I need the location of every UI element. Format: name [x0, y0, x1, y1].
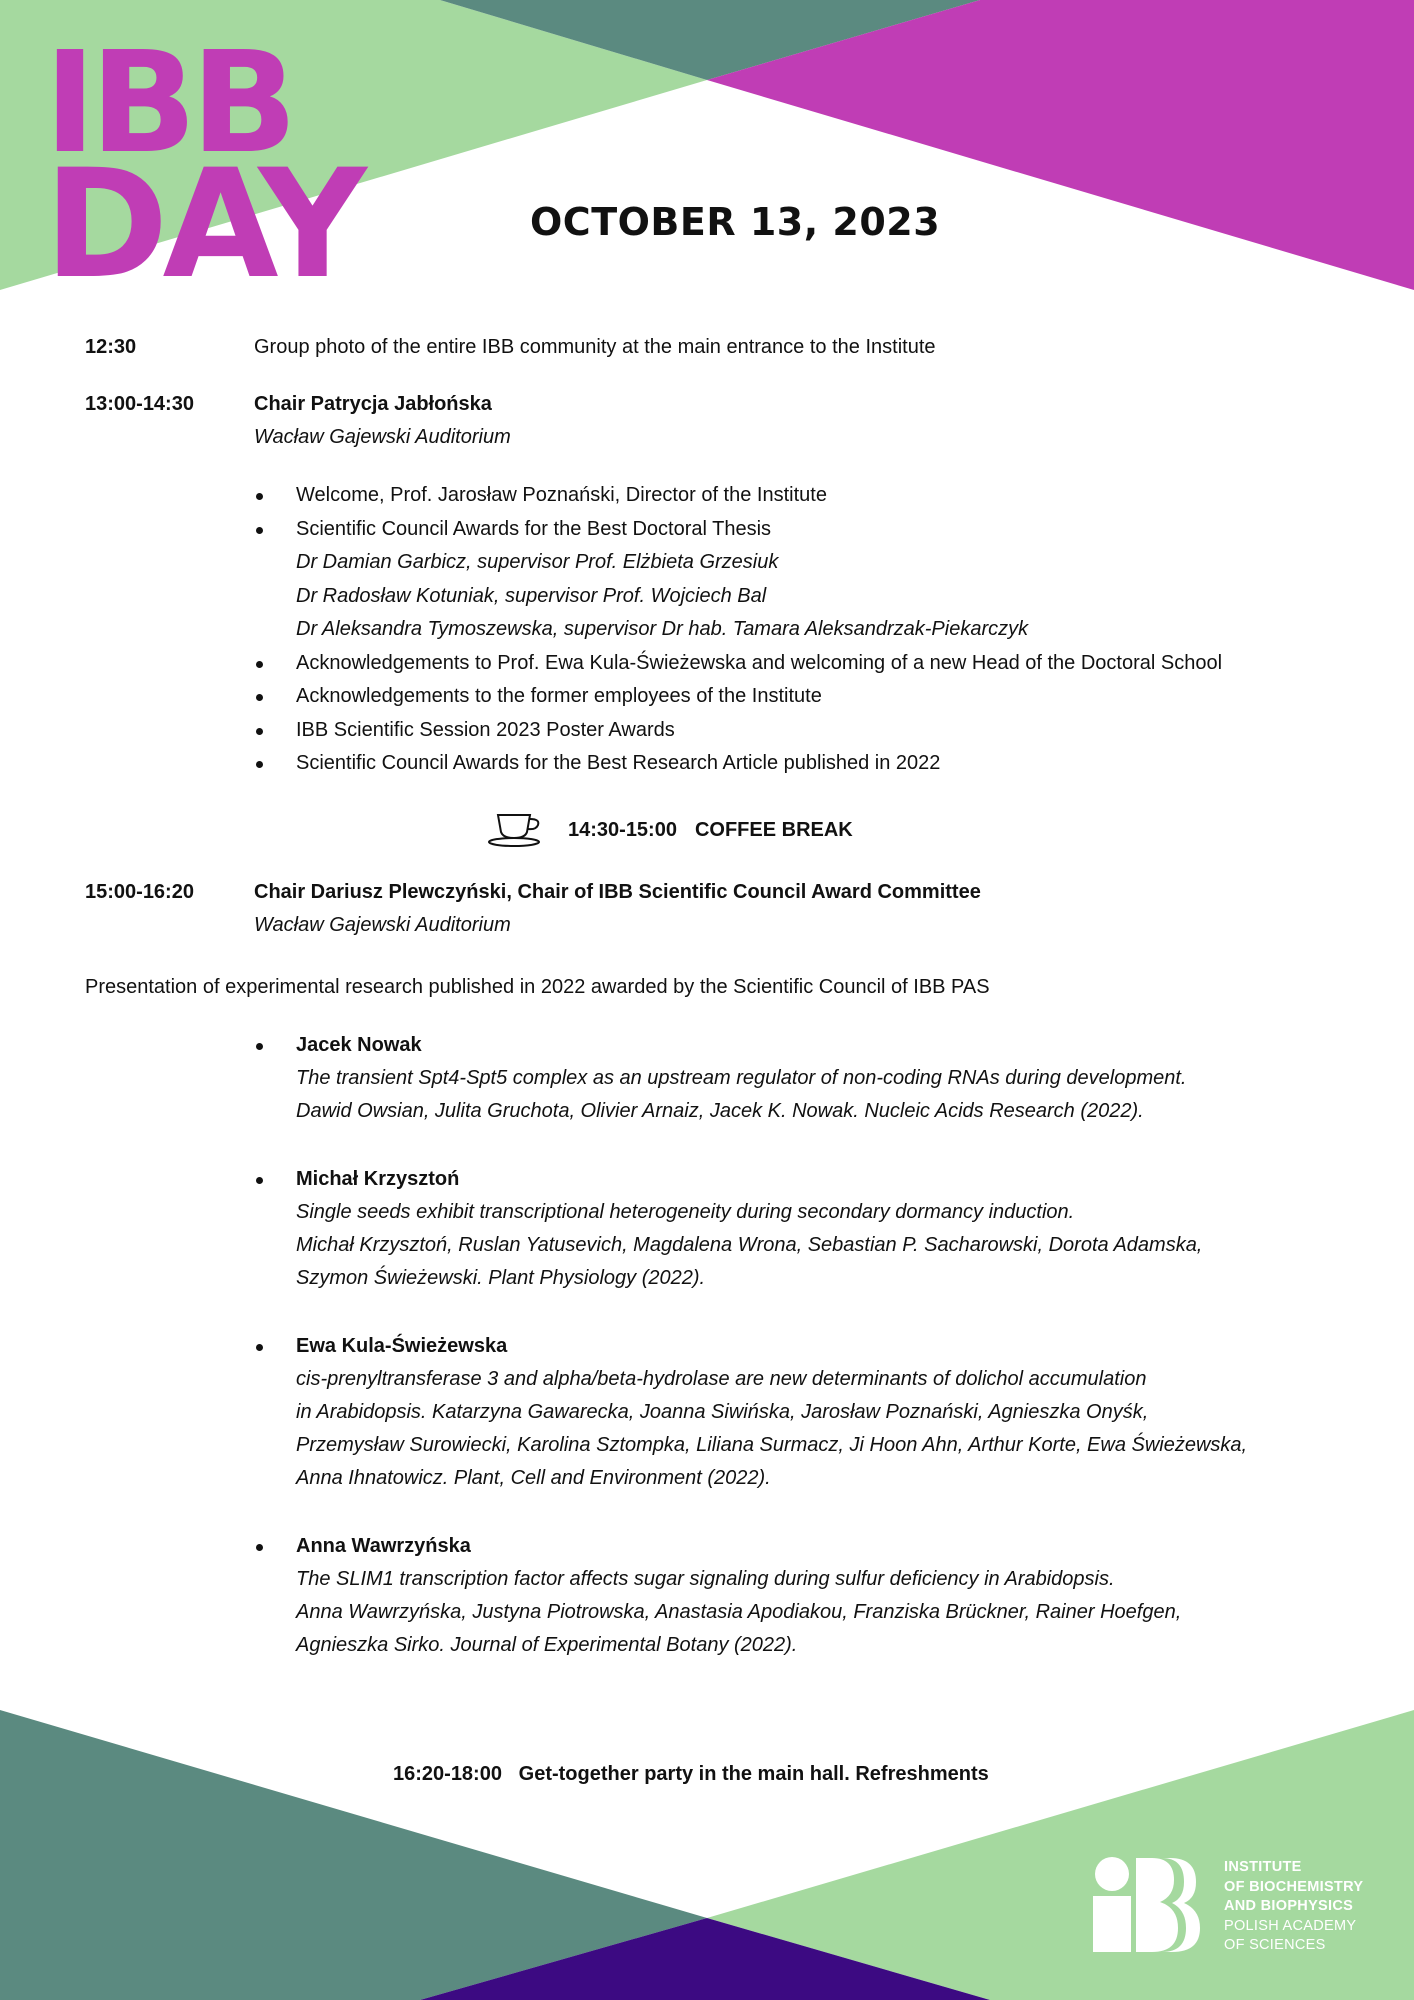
session1-venue: Wacław Gajewski Auditorium [254, 426, 511, 448]
session2-intro: Presentation of experimental research published in 2022 awarded by the Scientific Council of IBB PAS [85, 976, 990, 998]
agenda-item: Welcome, Prof. Jarosław Poznański, Director of the Institute [254, 479, 1374, 513]
presenter-name: Jacek Nowak [296, 1034, 422, 1056]
agenda-item: Acknowledgements to the former employees of the Institute [254, 680, 1374, 714]
paper-line: Szymon Świeżewski. Plant Physiology (2022). [296, 1267, 706, 1289]
paper-line: The transient Spt4-Spt5 complex as an upstream regulator of non-coding RNAs during development. [296, 1067, 1187, 1089]
photo-time: 12:30 [85, 336, 137, 358]
event-date: OCTOBER 13, 2023 [530, 200, 941, 244]
session1-chair: Chair Patrycja Jabłońska [254, 393, 492, 415]
session2-chair: Chair Dariusz Plewczyński, Chair of IBB Scientific Council Award Committee [254, 881, 981, 903]
presentation-item [254, 1330, 1374, 1495]
coffee-break [488, 810, 853, 850]
party-text: Get-together party in the main hall. Refreshments [518, 1763, 989, 1785]
coffee-time: 14:30-15:00 [568, 818, 677, 841]
party-line [393, 1763, 989, 1786]
session1-time: 13:00-14:30 [85, 393, 194, 415]
paper-line: Anna Wawrzyńska, Justyna Piotrowska, Anastasia Apodiakou, Franziska Brückner, Rainer Hoefgen, [296, 1601, 1182, 1623]
party-time: 16:20-18:00 [393, 1763, 502, 1785]
paper-line: Agnieszka Sirko. Journal of Experimental Botany (2022). [296, 1634, 798, 1656]
thesis-awardee: Dr Damian Garbicz, supervisor Prof. Elżbieta Grzesiuk [296, 551, 779, 573]
logo-ibb-text: IBB [44, 22, 292, 185]
paper-line: Przemysław Surowiecki, Karolina Sztompka, Liliana Surmacz, Ji Hoon Ahn, Arthur Korte, Ewa Świeżewska, [296, 1434, 1248, 1456]
presenter-name: Anna Wawrzyńska [296, 1535, 471, 1557]
session2-time: 15:00-16:20 [85, 881, 194, 903]
presentation-item [254, 1029, 1374, 1128]
photo-text: Group photo of the entire IBB community at the main entrance to the Institute [254, 336, 936, 358]
session1-agenda [254, 479, 1374, 781]
paper-line: cis-prenyltransferase 3 and alpha/beta-hydrolase are new determinants of dolichol accumulation [296, 1368, 1147, 1390]
presenter-name: Michał Krzysztoń [296, 1168, 460, 1190]
paper-line: Dawid Owsian, Julita Gruchota, Olivier Arnaiz, Jacek K. Nowak. Nucleic Acids Research (2022). [296, 1100, 1144, 1122]
presentation-item [254, 1163, 1374, 1295]
thesis-awardee: Dr Radosław Kotuniak, supervisor Prof. Wojciech Bal [296, 584, 767, 607]
presentations-list [254, 1029, 1374, 1697]
institute-name: INSTITUTE OF BIOCHEMISTRY AND BIOPHYSICS POLISH ACADEMY OF SCIENCES [1224, 1859, 1364, 1953]
presenter-name: Ewa Kula-Świeżewska [296, 1335, 508, 1357]
logo-day-text: DAY [44, 138, 361, 312]
coffee-label: COFFEE BREAK [694, 818, 853, 841]
ibb-institute-logo-icon [1090, 1856, 1202, 1956]
agenda-item: Scientific Council Awards for the Best Doctoral Thesis Dr Damian Garbicz, supervisor Prof. Elżbieta Grzesiuk Dr Radosław Kotuniak, supervisor Prof. Wojciech Bal Dr Aleksandra Tymoszewska, supervisor Dr hab. Tamara Aleksandrzak-Piekarczyk [254, 513, 1374, 647]
paper-line: in Arabidopsis. Katarzyna Gawarecka, Joanna Siwińska, Jarosław Poznański, Agnieszka Onyśk, [296, 1401, 1149, 1423]
agenda-item: IBB Scientific Session 2023 Poster Awards [254, 714, 1374, 748]
thesis-awardee: Dr Aleksandra Tymoszewska, supervisor Dr hab. Tamara Aleksandrzak-Piekarczyk [296, 618, 1029, 640]
agenda-item: Acknowledgements to Prof. Ewa Kula-Świeżewska and welcoming of a new Head of the Doctoral School [254, 647, 1374, 681]
paper-line: The SLIM1 transcription factor affects sugar signaling during sulfur deficiency in Arabidopsis. [296, 1568, 1115, 1590]
session2-venue: Wacław Gajewski Auditorium [254, 914, 511, 936]
agenda-item: Scientific Council Awards for the Best Research Article published in 2022 [254, 747, 1374, 781]
paper-line: Single seeds exhibit transcriptional heterogeneity during secondary dormancy induction. [296, 1201, 1075, 1223]
coffee-cup-icon [488, 812, 550, 848]
paper-line: Michał Krzysztoń, Ruslan Yatusevich, Magdalena Wrona, Sebastian P. Sacharowski, Dorota Adamska, [296, 1234, 1203, 1256]
paper-line: Anna Ihnatowicz. Plant, Cell and Environment (2022). [296, 1467, 771, 1489]
presentation-item [254, 1530, 1374, 1662]
